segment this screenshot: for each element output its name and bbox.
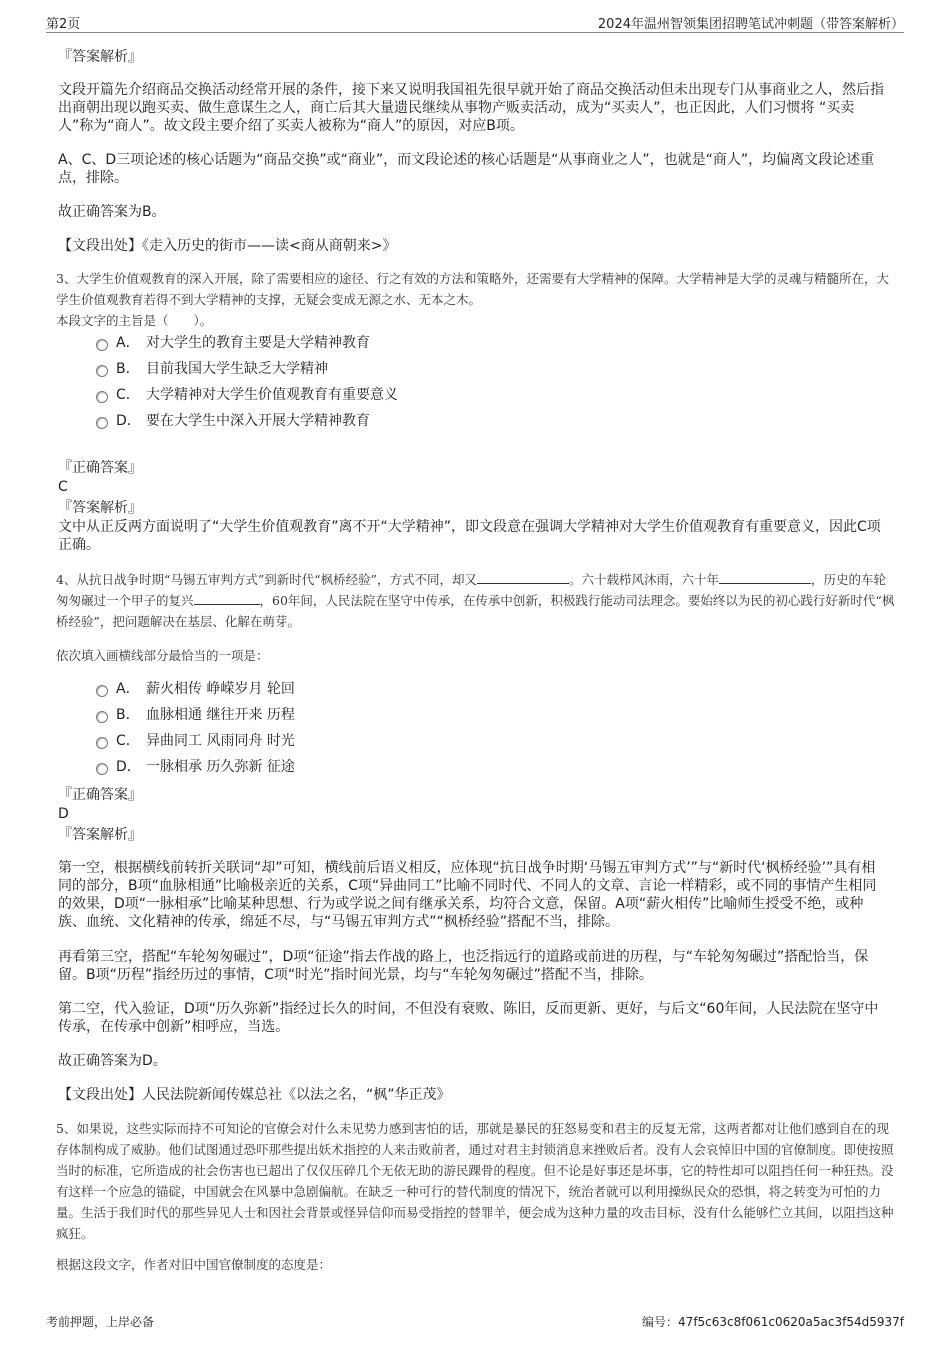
- q2-analysis-p2: A、C、D三项论述的核心话题为“商品交换”或“商业”，而文段论述的核心话题是“从事商业之人”，也就是“商人”，均偏离文段论述重点，排除。: [58, 152, 875, 186]
- q5-stem: 5、如果说，这些实际而持不可知论的官僚会对什么未见势力感到害怕的话，那就是暴民的狂怒易变和君主的反复无常，这两者都对让他们感到自在的现存体制构成了威胁。他们试图通过恐吓那些提出妖术指控的人来击败前者，通过对君主封锁消息来挫败后者。没有人会哀悼旧中国的官僚制度。即使按照当时的标准，它所造成的社会伤害也已超出了仅仅压碎几个无依无助的游民踝骨的程度。但不论是好事还是坏事，它的特性却可以阻挡任何一种狂热。没有这样一个应急的锚碇，中国就会在风暴中急剧偏航。在缺乏一种可行的替代制度的情况下，统治者就可以利用操纵民众的恐惧，将之转变为可怕的力量。生活于我们时代的那些异见人士和因社会背景或怪异信仰而易受指控的替罪羊，便会成为这种力量的攻击目标，没有什么能够伫立其间，以阻挡这种疯狂。: [56, 1121, 894, 1241]
- q4-analysis-p4: 故正确答案为D。: [58, 1053, 167, 1069]
- q2-analysis-p1: 文段开篇先介绍商品交换活动经常开展的条件，接下来又说明我国祖先很早就开始了商品交换活动但未出现专门从事商业之人，然后指出商朝出现以跑买卖、做生意谋生之人，商亡后其大量遗民继续从事物产贩卖活动，成为“买卖人”，也正因此，人们习惯将 “买卖人”称为“商人”。故文段主要介绍了买卖人被称为“商人”的原因，对应B项。: [58, 82, 884, 134]
- q3-option-a[interactable]: A． 对大学生的教育主要是大学精神教育: [96, 334, 370, 352]
- q4-analysis-p1: 第一空，根据横线前转折关联词“却”可知，横线前后语义相反，应体现“抗日战争时期‘马锡五审判方式’”与“新时代‘枫桥经验’”具有相同的部分，B项“血脉相通”比喻极亲近的关系，C项“异曲同工”比喻不同时代、不同人的文章、言论一样精彩，或不同的事情产生相同的效果，D项“一脉相承”比喻某种思想、行为或学说之间有继承关系，均符合文意，保留。A项“薪火相传”比喻师生授受不绝，或种族、血统、文化精神的传承，绵延不尽，与“马锡五审判方式”“枫桥经验”搭配不当，排除。: [58, 860, 877, 930]
- q4-option-d[interactable]: D． 一脉相承 历久弥新 征途: [96, 758, 295, 776]
- q4-option-a[interactable]: A． 薪火相传 峥嵘岁月 轮回: [96, 680, 295, 698]
- page-header: [46, 12, 904, 33]
- page-number: 第2页: [46, 17, 81, 32]
- page-footer: [46, 1313, 904, 1330]
- fill-blank-1[interactable]: [477, 571, 569, 584]
- q4-analysis-title: 『答案解析』: [58, 827, 142, 843]
- footer-slogan: 考前押题，上岸必备: [46, 1315, 155, 1329]
- q5-question: 根据这段文字，作者对旧中国官僚制度的态度是：: [56, 1257, 332, 1272]
- q4-option-b[interactable]: B． 血脉相通 继往开来 历程: [96, 706, 295, 724]
- radio-icon[interactable]: [96, 685, 108, 697]
- q3-question: 本段文字的主旨是（ ）。: [56, 313, 213, 328]
- q3-answer: C: [58, 479, 68, 495]
- q3-stem: 3、大学生价值观教育的深入开展，除了需要相应的途径、行之有效的方法和策略外，还需要有大学精神的保障。大学精神是大学的灵魂与精髓所在，大学生价值观教育若得不到大学精神的支撑，无疑会变成无源之水、无本之木。: [56, 271, 889, 307]
- q3-analysis-title: 『答案解析』: [58, 500, 142, 516]
- q4-option-c[interactable]: C． 异曲同工 风雨同舟 时光: [96, 732, 295, 750]
- radio-icon[interactable]: [96, 737, 108, 749]
- q2-source: 【文段出处】《走入历史的街市——读<商从商朝来>》: [58, 238, 397, 254]
- document-id: 编号：47f5c63c8f061c0620a5ac3f54d5937f: [642, 1315, 904, 1329]
- q3-analysis: 文中从正反两方面说明了“大学生价值观教育”离不开“大学精神”，即文段意在强调大学精神对大学生价值观教育有重要意义，因此C项正确。: [58, 519, 881, 553]
- q4-analysis-p3: 第二空，代入验证，D项“历久弥新”指经过长久的时间，不但没有衰败、陈旧，反而更新、更好，与后文“60年间，人民法院在坚守中传承，在传承中创新”相呼应，当选。: [58, 1001, 879, 1035]
- q3-option-b[interactable]: B． 目前我国大学生缺乏大学精神: [96, 360, 328, 378]
- radio-icon[interactable]: [96, 365, 108, 377]
- radio-icon[interactable]: [96, 763, 108, 775]
- q4-stem: 4、从抗日战争时期“马锡五审判方式”到新时代“枫桥经验”，方式不同，却又 。六十载栉风沐雨，六十年 ，历史的车轮匆匆碾过一个甲子的复兴 ，60年间，人民法院在坚守中传承，在传承中创新，积极践行能动司法理念。要始终以为民的初心践行好新时代“枫桥经验”，把问题解决在基层、化解在萌芽。: [56, 572, 895, 629]
- radio-icon[interactable]: [96, 711, 108, 723]
- q3-option-c[interactable]: C． 大学精神对大学生价值观教育有重要意义: [96, 386, 398, 404]
- q2-analysis-title: 『答案解析』: [58, 49, 142, 65]
- fill-blank-2[interactable]: [719, 571, 811, 584]
- q4-question: 依次填入画横线部分最恰当的一项是：: [56, 648, 269, 663]
- radio-icon[interactable]: [96, 417, 108, 429]
- q4-analysis-p2: 再看第三空，搭配“车轮匆匆碾过”，D项“征途”指去作战的路上，也泛指远行的道路或前进的历程，与“车轮匆匆碾过”搭配恰当，保留。B项“历程”指经历过的事情，C项“时光”指时间光景，均与“车轮匆匆碾过”搭配不当，排除。: [58, 949, 869, 983]
- q4-source: 【文段出处】人民法院新闻传媒总社《以法之名，“枫”华正茂》: [58, 1087, 451, 1103]
- q3-option-d[interactable]: D． 要在大学生中深入开展大学精神教育: [96, 412, 370, 430]
- q2-analysis-p3: 故正确答案为B。: [58, 204, 166, 220]
- fill-blank-3[interactable]: [194, 592, 260, 605]
- radio-icon[interactable]: [96, 391, 108, 403]
- q4-answer-title: 『正确答案』: [58, 787, 142, 803]
- document-title: 2024年温州智领集团招聘笔试冲刺题（带答案解析）: [597, 17, 904, 32]
- radio-icon[interactable]: [96, 339, 108, 351]
- q4-answer: D: [58, 806, 69, 822]
- q3-answer-title: 『正确答案』: [58, 460, 142, 476]
